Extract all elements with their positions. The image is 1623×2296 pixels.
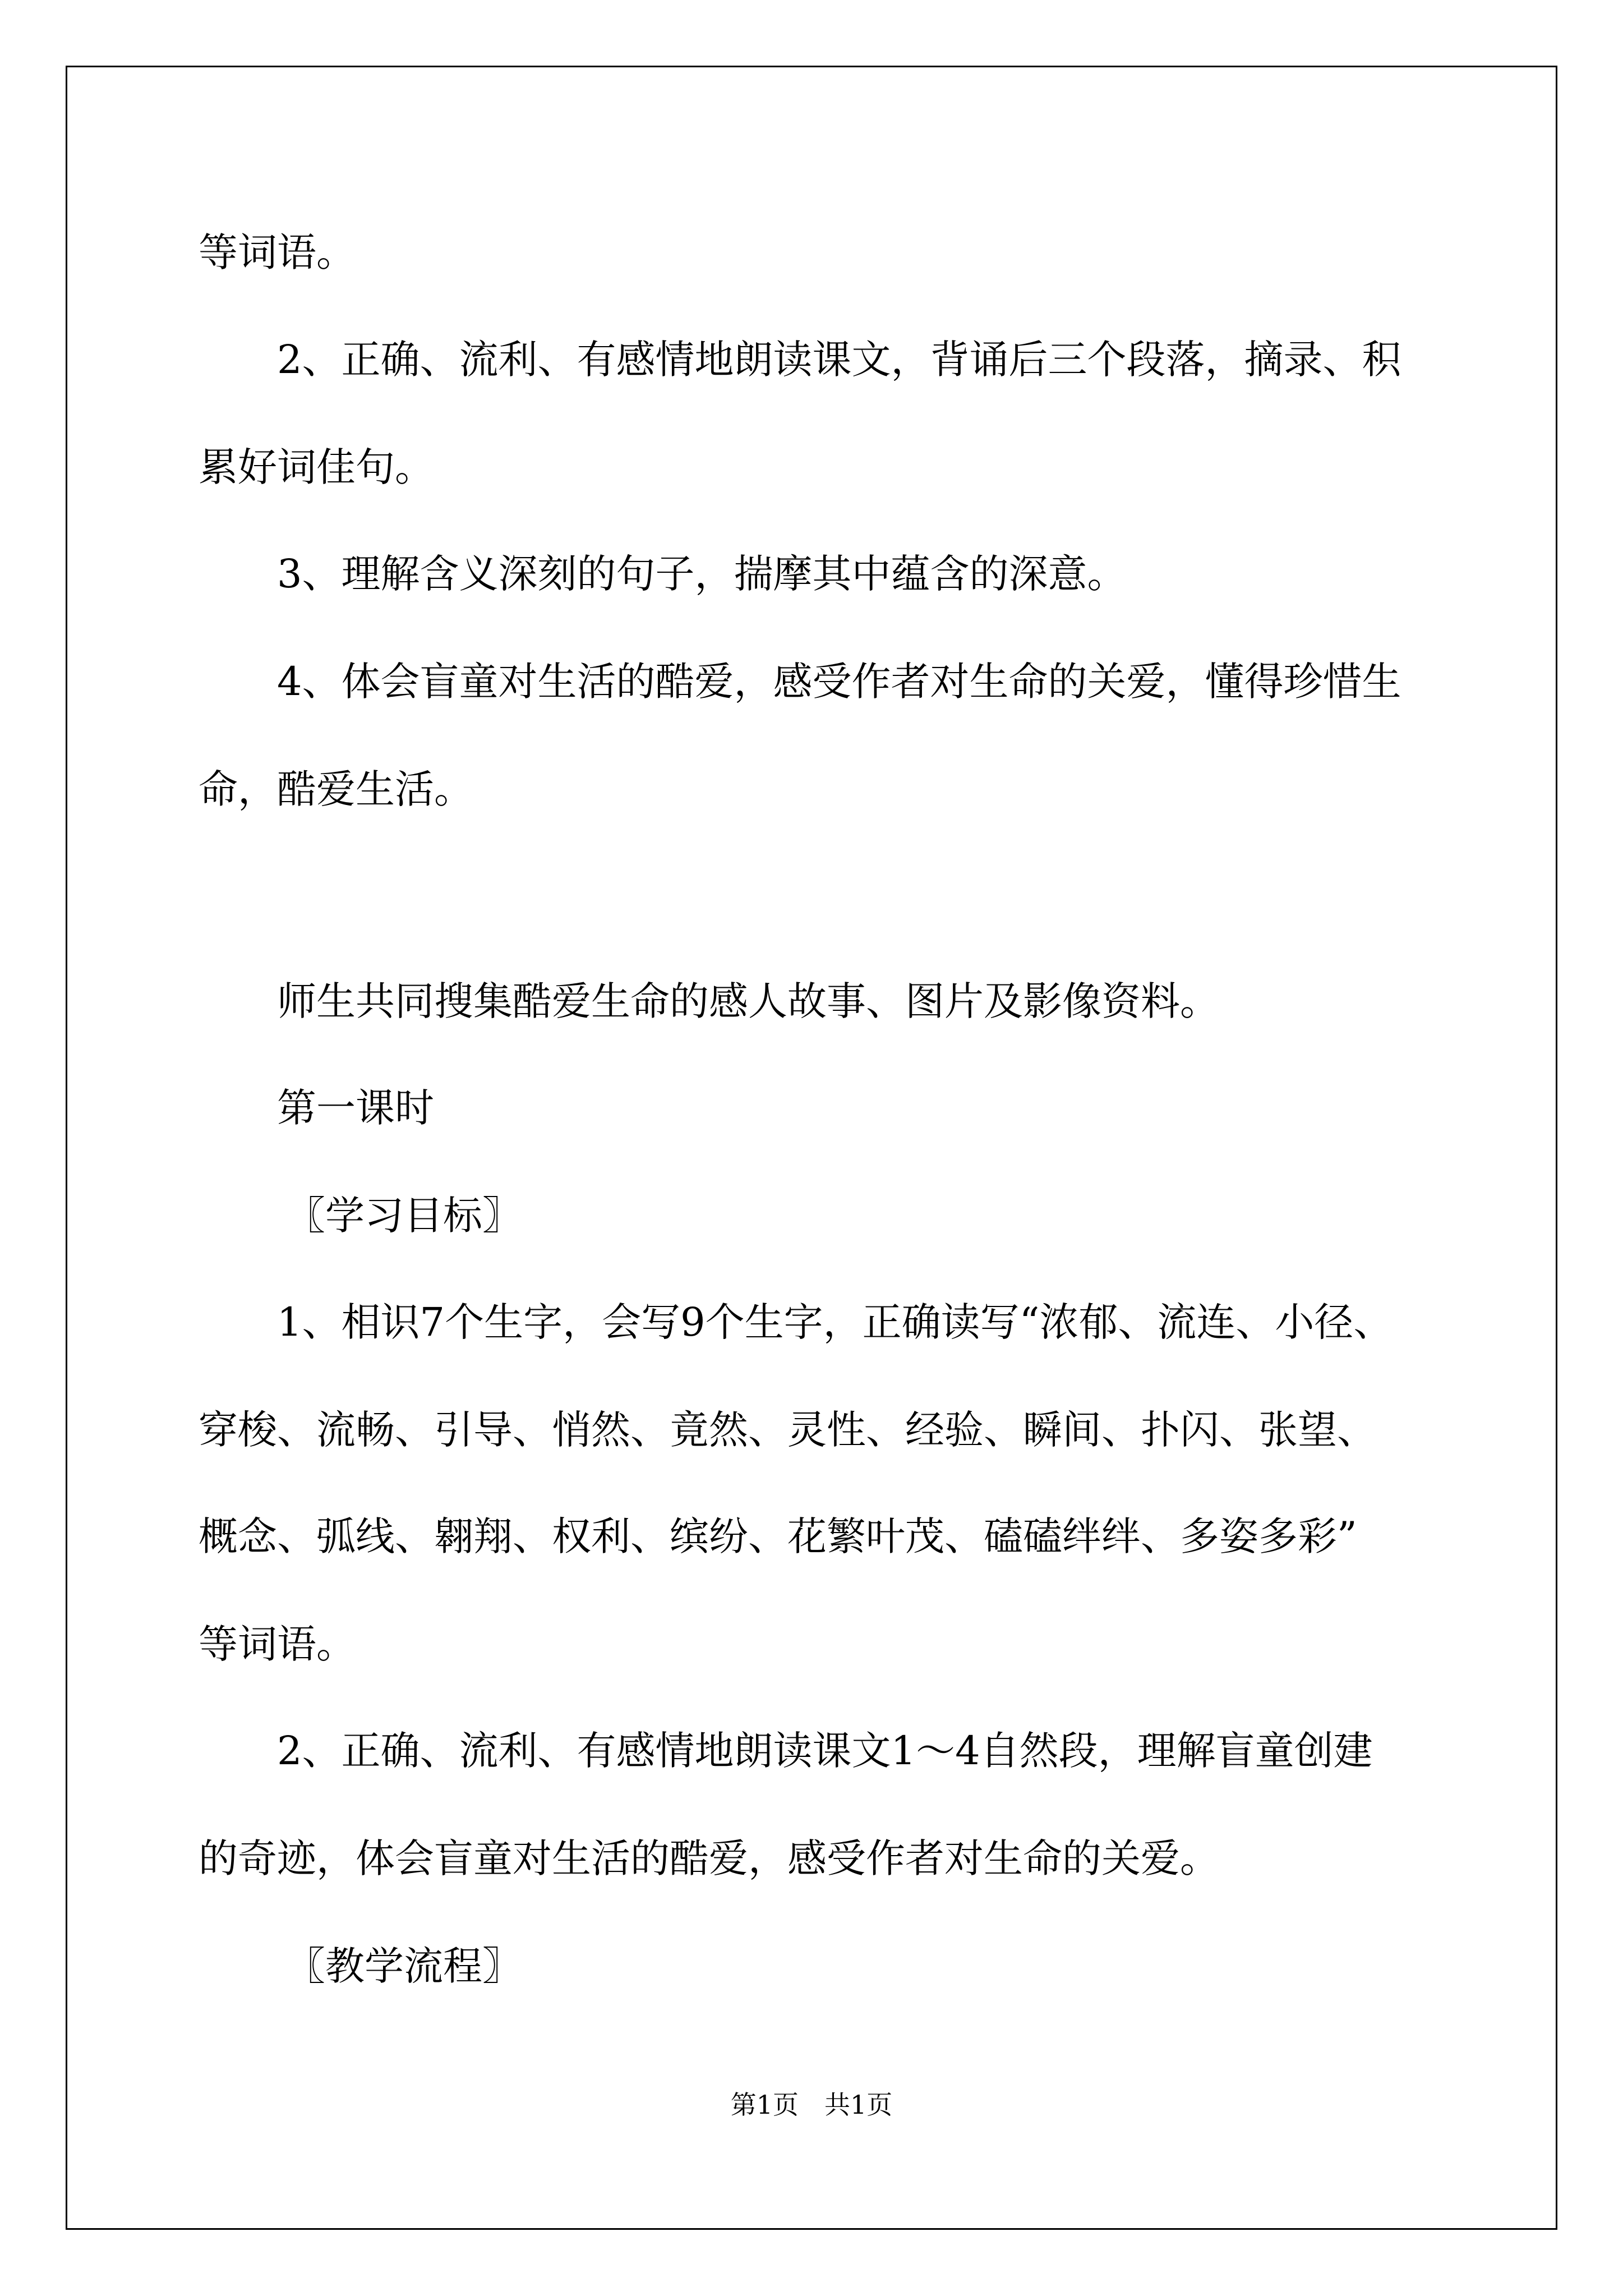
text-line: 累好词佳句。 [199, 444, 434, 490]
text-line: 命，酷爱生活。 [199, 766, 473, 812]
text-line: 1、相识7个生字，会写9个生字，正确读写“浓郁、流连、小径、 [277, 1299, 1393, 1345]
text-line: 2、正确、流利、有感情地朗读课文，背诵后三个段落，摘录、积 [277, 337, 1401, 383]
page-number-footer: 第1页 共1页 [730, 2090, 893, 2120]
section-heading: 〖教学流程〗 [286, 1943, 522, 1989]
text-line: 3、理解含义深刻的句子，揣摩其中蕴含的深意。 [277, 551, 1127, 597]
text-line: 穿梭、流畅、引导、悄然、竟然、灵性、经验、瞬间、扑闪、张望、 [199, 1407, 1376, 1453]
section-heading: 第一课时 [277, 1085, 434, 1131]
text-line: 师生共同搜集酷爱生命的感人故事、图片及影像资料。 [277, 978, 1219, 1024]
text-line: 概念、弧线、翱翔、权利、缤纷、花繁叶茂、磕磕绊绊、多姿多彩” [199, 1513, 1357, 1559]
text-line: 的奇迹，体会盲童对生活的酷爱，感受作者对生命的关爱。 [199, 1835, 1219, 1881]
text-line: 等词语。 [199, 1621, 356, 1667]
text-line: 2、正确、流利、有感情地朗读课文1～4自然段，理解盲童创建 [277, 1728, 1373, 1774]
text-line: 等词语。 [199, 229, 356, 275]
page-border [66, 66, 1557, 2230]
section-heading: 〖学习目标〗 [286, 1193, 522, 1239]
text-line: 4、体会盲童对生活的酷爱，感受作者对生命的关爱，懂得珍惜生 [277, 659, 1401, 705]
